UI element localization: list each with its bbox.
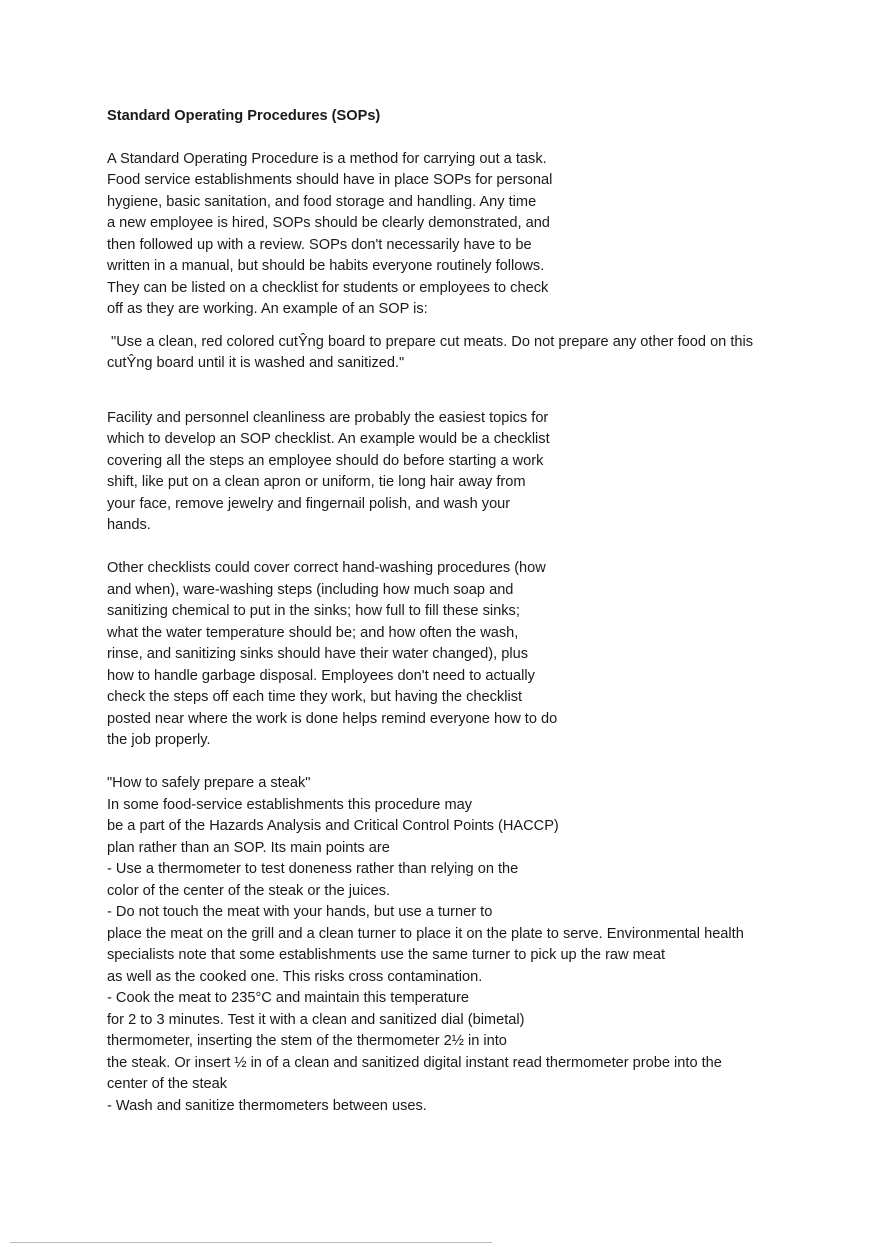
text-line: color of the center of the steak or the juices. xyxy=(107,882,391,899)
text-line: posted near where the work is done helps remind everyone how to do xyxy=(107,710,558,727)
text-line: Other checklists could cover correct hand-washing procedures (how xyxy=(107,560,546,576)
text-line: for 2 to 3 minutes. Test it with a clean and sanitized dial (bimetal) xyxy=(107,1011,525,1028)
text-line: rinse, and sanitizing sinks should have their water changed), plus xyxy=(107,646,529,662)
text-line: "Use a clean, red colored cutŶng board to prepare cut meats. Do not prepare any other food on this xyxy=(107,333,754,350)
intro-paragraph xyxy=(107,149,787,321)
text-line: be a part of the Hazards Analysis and Critical Control Points (HACCP) xyxy=(107,818,559,834)
text-line: They can be listed on a checklist for students or employees to check xyxy=(107,279,549,296)
text-line: the steak. Or insert ½ in of a clean and sanitized digital instant read thermometer probe into the xyxy=(107,1054,722,1071)
text-line: hands. xyxy=(107,517,151,533)
steak-section-heading: "How to safely prepare a steak" xyxy=(107,775,311,791)
text-line: written in a manual, but should be habits everyone routinely follows. xyxy=(107,258,545,274)
text-line: shift, like put on a clean apron or uniform, tie long hair away from xyxy=(107,474,526,490)
footer-divider xyxy=(10,1242,492,1243)
list-item: - Do not touch the meat with your hands, but use a turner to xyxy=(107,904,493,920)
text-line: place the meat on the grill and a clean turner to place it on the plate to serve. Environmental health xyxy=(107,925,744,942)
text-line: plan rather than an SOP. Its main points are xyxy=(107,839,390,856)
text-line: how to handle garbage disposal. Employees don't need to actually xyxy=(107,667,535,684)
text-line: off as they are working. An example of an SOP is: xyxy=(107,301,428,317)
text-line: covering all the steps an employee should do before starting a work xyxy=(107,452,544,469)
steak-procedure-section xyxy=(107,773,787,1117)
text-line: In some food-service establishments this procedure may xyxy=(107,796,473,813)
text-line: hygiene, basic sanitation, and food storage and handling. Any time xyxy=(107,193,537,210)
text-line: which to develop an SOP checklist. An example would be a checklist xyxy=(107,431,550,447)
text-line: specialists note that some establishments use the same turner to pick up the raw meat xyxy=(107,947,666,963)
list-item: - Use a thermometer to test doneness rather than relying on the xyxy=(107,861,519,877)
document-body xyxy=(107,106,787,1117)
list-item: - Wash and sanitize thermometers between uses. xyxy=(107,1097,427,1114)
text-line: thermometer, inserting the stem of the thermometer 2½ in into xyxy=(107,1033,507,1049)
text-line: A Standard Operating Procedure is a method for carrying out a task. xyxy=(107,150,547,167)
text-line: Facility and personnel cleanliness are probably the easiest topics for xyxy=(107,409,549,426)
document-title: Standard Operating Procedures (SOPs) xyxy=(107,108,381,124)
text-line: as well as the cooked one. This risks cross contamination. xyxy=(107,968,483,985)
text-line: and when), ware-washing steps (including how much soap and xyxy=(107,581,514,598)
text-line: check the steps off each time they work, but having the checklist xyxy=(107,689,523,705)
text-line: what the water temperature should be; and how often the wash, xyxy=(107,624,519,641)
text-line: Food service establishments should have in place SOPs for personal xyxy=(107,172,553,188)
facility-paragraph xyxy=(107,408,787,537)
text-line: the job properly. xyxy=(107,732,211,748)
text-line: a new employee is hired, SOPs should be clearly demonstrated, and xyxy=(107,215,550,231)
text-line: cutŶng board until it is washed and sanitized." xyxy=(107,355,405,371)
text-line: then followed up with a review. SOPs don't necessarily have to be xyxy=(107,236,532,253)
sop-example-quote xyxy=(107,332,787,375)
text-line: your face, remove jewelry and fingernail polish, and wash your xyxy=(107,495,511,512)
text-line: center of the steak xyxy=(107,1076,228,1092)
text-line: sanitizing chemical to put in the sinks; how full to fill these sinks; xyxy=(107,603,520,619)
checklist-paragraph xyxy=(107,558,787,752)
list-item: - Cook the meat to 235°C and maintain this temperature xyxy=(107,990,469,1006)
